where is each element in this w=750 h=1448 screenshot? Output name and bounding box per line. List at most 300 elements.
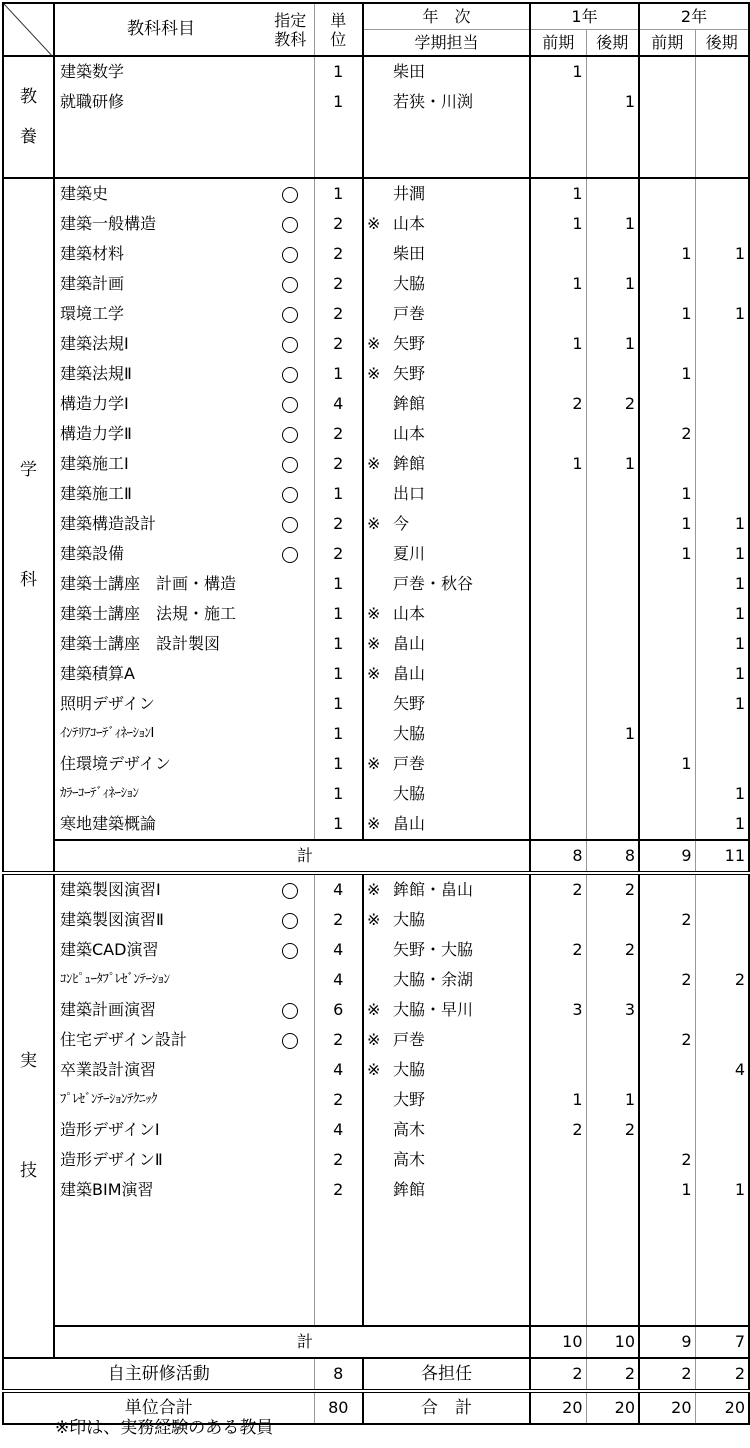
footnote: ※印は、実務経験のある教員 — [55, 1418, 274, 1438]
teacher-name: 井澗 — [393, 184, 426, 203]
designated-cell — [267, 299, 314, 329]
designated-cell — [267, 965, 314, 995]
units-cell: 1 — [314, 359, 363, 389]
subject-header — [54, 3, 267, 56]
y2-first-term: 1 — [639, 539, 695, 569]
year-header: 年 次 — [363, 3, 530, 30]
y1-second-term — [586, 965, 639, 995]
designated-header-line1: 指定 — [274, 10, 307, 30]
y1-first-term — [530, 749, 586, 779]
table-row — [3, 87, 749, 117]
designated-circle-icon — [282, 487, 298, 503]
units-cell — [314, 1295, 363, 1326]
curriculum-table — [2, 2, 750, 1425]
practical-experience-mark: ※ — [367, 910, 381, 929]
y1-first-term — [530, 147, 586, 178]
section-total-teacher-blank — [363, 1326, 530, 1358]
designated-cell — [267, 995, 314, 1025]
teacher-cell — [363, 359, 530, 389]
y1-second-term — [586, 56, 639, 87]
y1-first-term — [530, 419, 586, 449]
designated-cell — [267, 269, 314, 299]
y1-second-term — [586, 1235, 639, 1265]
y1-second-term — [586, 117, 639, 147]
subject-name: 建築法規Ⅱ — [54, 359, 267, 389]
subject-name: 建築BIM演習 — [54, 1175, 267, 1205]
y1-first-term — [530, 509, 586, 539]
y2-second-term — [695, 1085, 749, 1115]
year2-header: 2年 — [639, 3, 749, 30]
teacher-name: 大脇・余湖 — [393, 970, 474, 989]
subject-name: 住宅デザイン設計 — [54, 1025, 267, 1055]
y1-first-term: 1 — [530, 269, 586, 299]
designated-cell — [267, 449, 314, 479]
subject-name: 構造力学Ⅱ — [54, 419, 267, 449]
designated-cell — [267, 509, 314, 539]
y1-first-term — [530, 539, 586, 569]
teacher-name: 矢野 — [393, 694, 426, 713]
y1-first-term — [530, 965, 586, 995]
y1-second-term — [586, 539, 639, 569]
y2-second-term — [695, 1265, 749, 1295]
teacher-name: 戸巻・秋谷 — [393, 574, 474, 593]
subject-name: 建築積算A — [54, 659, 267, 689]
y2-second-term — [695, 389, 749, 419]
y2-first-term — [639, 569, 695, 599]
subject-name: 寒地建築概論 — [54, 809, 267, 840]
self-study-row — [3, 1358, 749, 1391]
designated-circle-icon — [282, 1003, 298, 1019]
y1-second-term — [586, 1205, 639, 1235]
units-cell — [314, 147, 363, 178]
y2-first-term — [639, 1085, 695, 1115]
subject-name: 建築施工Ⅱ — [54, 479, 267, 509]
units-cell: 1 — [314, 599, 363, 629]
teacher-name: 大脇 — [393, 910, 426, 929]
y2-first-term — [639, 779, 695, 809]
designated-cell — [267, 1085, 314, 1115]
y1-second-term — [586, 1295, 639, 1326]
teacher-name: 鉾館・畠山 — [393, 880, 474, 899]
y1-second-term — [586, 299, 639, 329]
y2-second-term — [695, 147, 749, 178]
y1-second-term: 2 — [586, 935, 639, 965]
y1-first-term — [530, 905, 586, 935]
diagonal-corner-cell — [3, 3, 54, 56]
teacher-cell — [363, 905, 530, 935]
y2-second-term — [695, 117, 749, 147]
y1-first-term: 1 — [530, 209, 586, 239]
y2-first-term — [639, 809, 695, 840]
units-cell: 2 — [314, 539, 363, 569]
designated-circle-icon — [282, 913, 298, 929]
subject-name: 造形デザインⅠ — [54, 1115, 267, 1145]
teacher-name: 畠山 — [393, 814, 426, 833]
designated-header — [267, 3, 314, 56]
teacher-cell — [363, 1145, 530, 1175]
designated-cell — [267, 1025, 314, 1055]
designated-circle-icon — [282, 517, 298, 533]
units-cell: 2 — [314, 1025, 363, 1055]
teacher-cell — [363, 479, 530, 509]
table-row — [3, 239, 749, 269]
self-study-y1s: 2 — [586, 1358, 639, 1391]
units-cell: 4 — [314, 1115, 363, 1145]
units-cell: 2 — [314, 269, 363, 299]
designated-circle-icon — [282, 337, 298, 353]
table-row — [3, 629, 749, 659]
units-header-line2: 位 — [330, 29, 347, 49]
designated-cell — [267, 56, 314, 87]
y2-first-term — [639, 629, 695, 659]
y2-first-term — [639, 147, 695, 178]
units-cell: 2 — [314, 329, 363, 359]
y2-first-term — [639, 1055, 695, 1085]
y2-first-term: 2 — [639, 419, 695, 449]
subject-name — [54, 1265, 267, 1295]
designated-cell — [267, 178, 314, 209]
teacher-cell — [363, 117, 530, 147]
y1-first-term: 2 — [530, 935, 586, 965]
y1-second-term — [586, 749, 639, 779]
grand-total-y1s: 20 — [586, 1391, 639, 1424]
section-total-row — [3, 840, 749, 873]
units-cell: 2 — [314, 1145, 363, 1175]
subject-name: 建築士講座 設計製図 — [54, 629, 267, 659]
y1-first-term — [530, 479, 586, 509]
y1-second-term — [586, 689, 639, 719]
table-row — [3, 965, 749, 995]
y1-first-term — [530, 569, 586, 599]
teacher-cell — [363, 1115, 530, 1145]
teacher-cell — [363, 1085, 530, 1115]
subject-name: 建築製図演習Ⅰ — [54, 873, 267, 905]
table-row — [3, 449, 749, 479]
teacher-cell — [363, 1295, 530, 1326]
y2-first-term — [639, 689, 695, 719]
teacher-name: 矢野・大脇 — [393, 940, 474, 959]
y2-first-term — [639, 659, 695, 689]
y2-first-term — [639, 56, 695, 87]
teacher-name: 鉾館 — [393, 1180, 426, 1199]
subject-name: 建築計画演習 — [54, 995, 267, 1025]
y2-first-term: 1 — [639, 509, 695, 539]
y1-second-term — [586, 779, 639, 809]
y2-first-term — [639, 178, 695, 209]
empty-row — [3, 1235, 749, 1265]
teacher-name: 大脇・早川 — [393, 1000, 474, 1019]
y1-first-term: 2 — [530, 873, 586, 905]
y1-second-term — [586, 905, 639, 935]
subject-name: 建築法規Ⅰ — [54, 329, 267, 359]
y1-second-term — [586, 1175, 639, 1205]
units-cell: 1 — [314, 178, 363, 209]
units-header — [314, 3, 363, 56]
designated-cell — [267, 479, 314, 509]
y2-first-term — [639, 269, 695, 299]
subject-name — [54, 117, 267, 147]
teacher-cell — [363, 1205, 530, 1235]
teacher-name: 矢野 — [393, 334, 426, 353]
table-row — [3, 905, 749, 935]
practical-experience-mark: ※ — [367, 334, 381, 353]
designated-cell — [267, 539, 314, 569]
teacher-name: 大脇 — [393, 1060, 426, 1079]
table-row — [3, 1055, 749, 1085]
y2-first-term: 1 — [639, 1175, 695, 1205]
y2-first-term: 2 — [639, 905, 695, 935]
practical-experience-mark: ※ — [367, 454, 381, 473]
designated-cell — [267, 719, 314, 749]
y2-first-term: 1 — [639, 479, 695, 509]
designated-circle-icon — [282, 943, 298, 959]
teacher-cell — [363, 509, 530, 539]
grand-total-y1f: 20 — [530, 1391, 586, 1424]
y1-first-term — [530, 117, 586, 147]
y1-first-term — [530, 1205, 586, 1235]
y2-second-term: 1 — [695, 629, 749, 659]
units-cell: 1 — [314, 719, 363, 749]
table-row — [3, 329, 749, 359]
y2-second-term — [695, 1205, 749, 1235]
teacher-name: 大脇 — [393, 724, 426, 743]
teacher-cell — [363, 449, 530, 479]
subject-name: 建築数学 — [54, 56, 267, 87]
units-cell: 1 — [314, 629, 363, 659]
units-cell: 2 — [314, 239, 363, 269]
teacher-cell — [363, 1055, 530, 1085]
y2-second-term — [695, 359, 749, 389]
y2-first-term — [639, 1115, 695, 1145]
designated-circle-icon — [282, 427, 298, 443]
section-total-row — [3, 1326, 749, 1358]
y2-second-term — [695, 1115, 749, 1145]
subject-name: 建築構造設計 — [54, 509, 267, 539]
y2-first-term-total: 9 — [639, 840, 695, 873]
subject-name: 建築CAD演習 — [54, 935, 267, 965]
designated-circle-icon — [282, 457, 298, 473]
y1-first-term — [530, 1235, 586, 1265]
y1-second-term-total: 10 — [586, 1326, 639, 1358]
y2-second-term — [695, 1295, 749, 1326]
grand-total-y2s: 20 — [695, 1391, 749, 1424]
grand-total-y2f: 20 — [639, 1391, 695, 1424]
section-total-label: 計 — [54, 840, 363, 873]
units-cell: 4 — [314, 965, 363, 995]
teacher-name: 大脇 — [393, 274, 426, 293]
y1-first-term — [530, 1025, 586, 1055]
subject-header-label: 教科科目 — [127, 19, 195, 39]
teacher-name: 鉾館 — [393, 394, 426, 413]
units-cell: 1 — [314, 779, 363, 809]
teacher-cell — [363, 147, 530, 178]
teacher-cell — [363, 178, 530, 209]
grand-total-sum-label: 合 計 — [363, 1391, 530, 1424]
subject-name — [54, 147, 267, 178]
designated-cell — [267, 389, 314, 419]
self-study-units: 8 — [314, 1358, 363, 1391]
y2-second-term — [695, 269, 749, 299]
teacher-header: 学期担当 — [363, 30, 530, 57]
y1-first-term — [530, 719, 586, 749]
teacher-name: 夏川 — [393, 544, 426, 563]
y2-first-term — [639, 719, 695, 749]
teacher-cell — [363, 239, 530, 269]
designated-circle-icon — [282, 397, 298, 413]
y2-first-term — [639, 117, 695, 147]
y1-first-term — [530, 1265, 586, 1295]
units-cell: 1 — [314, 569, 363, 599]
practical-experience-mark: ※ — [367, 364, 381, 383]
y1-second-term: 2 — [586, 873, 639, 905]
teacher-name: 戸巻 — [393, 754, 426, 773]
units-cell: 1 — [314, 479, 363, 509]
teacher-name: 出口 — [393, 484, 426, 503]
practical-experience-mark: ※ — [367, 880, 381, 899]
y2-second-term: 1 — [695, 509, 749, 539]
y2-second-term — [695, 178, 749, 209]
self-study-y1f: 2 — [530, 1358, 586, 1391]
y2-second-term: 2 — [695, 965, 749, 995]
y1-first-term: 2 — [530, 1115, 586, 1145]
designated-cell — [267, 599, 314, 629]
teacher-name: 戸巻 — [393, 1030, 426, 1049]
self-study-y2s: 2 — [695, 1358, 749, 1391]
y2-second-term: 1 — [695, 239, 749, 269]
table-row — [3, 269, 749, 299]
teacher-name: 山本 — [393, 424, 426, 443]
y2-first-term: 2 — [639, 965, 695, 995]
subject-name: 建築材料 — [54, 239, 267, 269]
teacher-name: 山本 — [393, 214, 426, 233]
units-cell: 2 — [314, 1175, 363, 1205]
teacher-cell — [363, 539, 530, 569]
y1-first-term-header: 前期 — [530, 30, 586, 57]
y1-first-term — [530, 1295, 586, 1326]
teacher-cell — [363, 965, 530, 995]
y1-second-term — [586, 629, 639, 659]
subject-name: 就職研修 — [54, 87, 267, 117]
units-cell: 4 — [314, 389, 363, 419]
y2-second-term-total: 7 — [695, 1326, 749, 1358]
y1-second-term — [586, 1145, 639, 1175]
teacher-cell — [363, 779, 530, 809]
designated-header-line2: 教科 — [274, 29, 307, 49]
designated-circle-icon — [282, 367, 298, 383]
practical-experience-mark: ※ — [367, 1060, 381, 1079]
teacher-name: 山本 — [393, 604, 426, 623]
y1-first-term — [530, 1175, 586, 1205]
y1-second-term — [586, 569, 639, 599]
teacher-cell — [363, 873, 530, 905]
y2-first-term — [639, 599, 695, 629]
y2-second-term — [695, 935, 749, 965]
units-cell: 1 — [314, 689, 363, 719]
y2-second-term — [695, 749, 749, 779]
subject-name: 照明デザイン — [54, 689, 267, 719]
table-row — [3, 1085, 749, 1115]
teacher-cell — [363, 1025, 530, 1055]
table-row — [3, 539, 749, 569]
designated-circle-icon — [282, 547, 298, 563]
y1-second-term: 1 — [586, 719, 639, 749]
subject-name: 建築設備 — [54, 539, 267, 569]
y2-second-term: 1 — [695, 299, 749, 329]
y1-second-term — [586, 479, 639, 509]
teacher-cell — [363, 629, 530, 659]
y2-first-term — [639, 449, 695, 479]
y1-first-term — [530, 87, 586, 117]
teacher-name: 畠山 — [393, 634, 426, 653]
year1-header: 1年 — [530, 3, 639, 30]
y1-second-term: 1 — [586, 87, 639, 117]
y1-first-term — [530, 1145, 586, 1175]
table-row — [3, 749, 749, 779]
y2-first-term — [639, 1235, 695, 1265]
y1-second-term — [586, 659, 639, 689]
y2-second-term: 1 — [695, 539, 749, 569]
empty-row — [3, 1205, 749, 1235]
y2-second-term-total: 11 — [695, 840, 749, 873]
table-row — [3, 719, 749, 749]
units-cell — [314, 117, 363, 147]
designated-cell — [267, 87, 314, 117]
table-row — [3, 1175, 749, 1205]
y1-first-term — [530, 1055, 586, 1085]
teacher-name: 柴田 — [393, 62, 426, 81]
section-label-gakka — [3, 178, 54, 873]
y1-second-term — [586, 1055, 639, 1085]
designated-circle-icon — [282, 217, 298, 233]
teacher-cell — [363, 569, 530, 599]
y2-first-term — [639, 935, 695, 965]
y2-first-term — [639, 995, 695, 1025]
designated-cell — [267, 905, 314, 935]
table-row — [3, 389, 749, 419]
designated-circle-icon — [282, 1033, 298, 1049]
teacher-name: 畠山 — [393, 664, 426, 683]
units-cell — [314, 1265, 363, 1295]
designated-cell — [267, 779, 314, 809]
y2-second-term — [695, 419, 749, 449]
y2-first-term-header: 前期 — [639, 30, 695, 57]
section-label-char: 学 — [20, 460, 37, 480]
y2-first-term: 2 — [639, 1145, 695, 1175]
y2-first-term — [639, 87, 695, 117]
table-row — [3, 659, 749, 689]
empty-row — [3, 1265, 749, 1295]
units-cell: 2 — [314, 449, 363, 479]
designated-cell — [267, 1265, 314, 1295]
y1-second-term — [586, 359, 639, 389]
teacher-name: 高木 — [393, 1120, 426, 1139]
y2-first-term: 1 — [639, 359, 695, 389]
self-study-label: 自主研修活動 — [3, 1358, 314, 1391]
practical-experience-mark: ※ — [367, 634, 381, 653]
designated-cell — [267, 209, 314, 239]
subject-name: 建築史 — [54, 178, 267, 209]
table-row — [3, 1025, 749, 1055]
y1-first-term: 2 — [530, 389, 586, 419]
subject-name: ｶﾗｰｺｰﾃﾞｨﾈｰｼｮﾝ — [54, 779, 267, 809]
y1-first-term — [530, 239, 586, 269]
table-row — [3, 809, 749, 840]
section-label-char: 科 — [20, 570, 37, 590]
y2-first-term-total: 9 — [639, 1326, 695, 1358]
table-row — [3, 873, 749, 905]
designated-cell — [267, 419, 314, 449]
teacher-cell — [363, 935, 530, 965]
